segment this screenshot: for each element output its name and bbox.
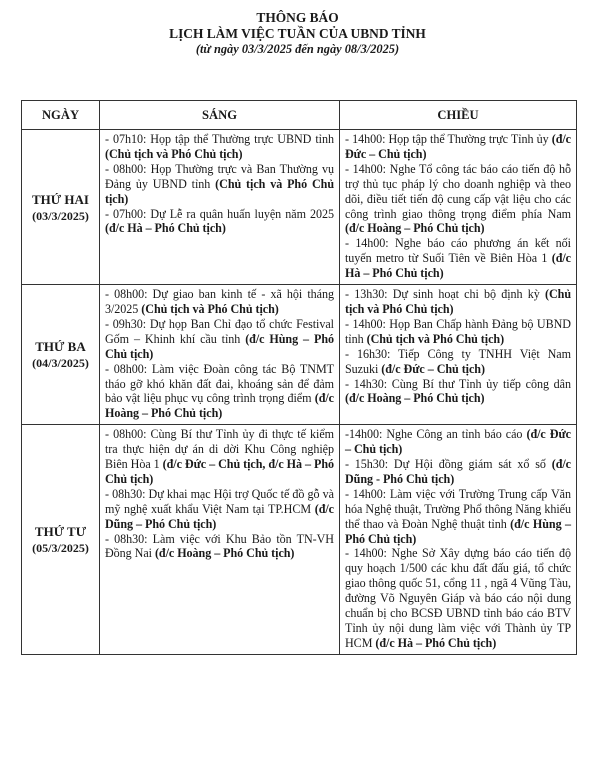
table-row — [22, 130, 577, 285]
morning-cell — [100, 425, 340, 655]
entry-text: - 14h00: Họp tập thể Thường trực Tỉnh ủy — [345, 132, 552, 146]
schedule-entry — [345, 377, 571, 407]
date-range: (từ ngày 03/3/2025 đến ngày 08/3/2025) — [195, 42, 400, 56]
table-header-row — [22, 101, 577, 130]
column-header-afternoon: CHIỀU — [340, 101, 577, 130]
afternoon-cell — [340, 130, 577, 285]
schedule-entry — [345, 457, 571, 487]
schedule-entry — [105, 487, 334, 532]
table-row — [22, 285, 577, 425]
entry-attendee: (đ/c Đức – Chủ tịch) — [381, 361, 485, 376]
schedule-entry — [345, 132, 571, 162]
entry-attendee: (đ/c Hà – Phó Chủ tịch) — [345, 251, 571, 281]
entry-attendee: (Chủ tịch và Phó Chủ tịch) — [345, 287, 571, 316]
document-title: THÔNG BÁO — [256, 10, 339, 25]
entry-attendee: (đ/c Hoàng – Phó Chủ tịch) — [105, 391, 334, 421]
morning-cell — [100, 285, 340, 425]
entry-attendee: (đ/c Hùng – Phó Chủ tịch) — [345, 516, 571, 546]
entry-attendee: (Chủ tịch và Phó Chủ tịch) — [366, 331, 505, 346]
entry-text: - 14h00: Làm việc với Trường Trung cấp Văn hóa Nghệ thuật, Trường Phổ thông Năng khiếu thể thao và Đoàn Nghệ thuật tỉnh — [345, 486, 571, 531]
entry-text: - 14h00: Nghe báo cáo phương án kết nối tuyến metro từ Suối Tiên về Biên Hòa 1 — [345, 236, 571, 266]
day-date: (04/3/2025) — [32, 356, 89, 371]
day-name: THỨ TƯ — [34, 524, 87, 540]
day-cell — [22, 285, 100, 425]
schedule-entry — [345, 427, 571, 457]
schedule-entry — [345, 317, 571, 347]
day-date: (05/3/2025) — [32, 541, 89, 556]
entry-attendee: (đ/c Dũng – Phó Chủ tịch) — [105, 501, 334, 531]
document-header — [0, 10, 595, 57]
schedule-entry — [105, 317, 334, 362]
entry-text: - 14h00: Họp Ban Chấp hành Đảng bộ UBND tỉnh — [345, 316, 571, 346]
column-header-day: NGÀY — [22, 101, 100, 130]
schedule-entry — [105, 132, 334, 162]
entry-text: - 08h00: Cùng Bí thư Tỉnh ủy đi thực tế kiểm tra thực hiện dự án di dời Khu Công nghiệp Biên Hòa 1 — [105, 427, 334, 472]
entry-attendee: (đ/c Hoàng – Phó Chủ tịch) — [345, 391, 485, 406]
schedule-entry — [105, 287, 334, 317]
day-name: THỨ HAI — [32, 191, 89, 207]
entry-text: - 13h30: Dự sinh hoạt chi bộ định kỳ — [345, 287, 545, 302]
entry-text: - 09h30: Dự họp Ban Chỉ đạo tổ chức Festival Gốm – Khinh khí cầu tỉnh — [105, 316, 334, 346]
table-row — [22, 425, 577, 655]
entry-text: - 16h30: Tiếp Công ty TNHH Việt Nam Suzuki — [345, 346, 571, 376]
morning-cell — [100, 130, 340, 285]
entry-attendee: (Chủ tịch và Phó Chủ tịch) — [105, 146, 243, 161]
schedule-entry — [345, 236, 571, 281]
schedule-entry — [105, 207, 334, 237]
entry-attendee: (đ/c Hùng – Phó Chủ tịch) — [105, 331, 334, 361]
schedule-entry — [105, 362, 334, 422]
day-name: THỨ BA — [35, 339, 86, 355]
schedule-entry — [105, 427, 334, 487]
day-date: (03/3/2025) — [32, 208, 89, 223]
entry-attendee: (đ/c Đức – Chủ tịch, đ/c Hà – Phó Chủ tịch) — [105, 457, 335, 486]
entry-text: - 08h30: Làm việc với Khu Bảo tồn TN-VH Đồng Nai — [105, 531, 334, 561]
document-subtitle: LỊCH LÀM VIỆC TUẦN CỦA UBND TỈNH — [169, 26, 426, 41]
entry-text: -14h00: Nghe Công an tỉnh báo cáo — [345, 427, 527, 442]
entry-text: - 14h00: Nghe Sở Xây dựng báo cáo tiến độ quy hoạch 1/500 các khu đất đấu giá, tổ chức giao thông quốc 51, cổng 11 , ngã 4 Vũng Tàu, đường Võ Nguyên Giáp và báo cáo nội dung chuẩn bị cho BCSĐ UBND tỉnh báo cáo BTV Tỉnh ủy nội dung làm việc với Thành ủy TP HCM — [345, 546, 571, 650]
entry-attendee: (đ/c Đức – Chủ tịch) — [345, 132, 571, 161]
entry-text: - 08h00: Làm việc Đoàn công tác Bộ TNMT tháo gỡ khó khăn đất đai, khoáng sản để đảm bảo vật liệu phục vụ công trình trọng điểm — [105, 361, 334, 406]
afternoon-cell — [340, 285, 577, 425]
entry-attendee: (đ/c Đức – Chủ tịch) — [345, 427, 572, 457]
schedule-entry — [105, 532, 334, 562]
entry-attendee: (đ/c Hoàng – Phó Chủ tịch) — [345, 221, 485, 236]
day-cell — [22, 130, 100, 285]
entry-text: - 15h30: Dự Hội đồng giám sát xổ số — [345, 457, 552, 472]
entry-text: - 07h10: Họp tập thể Thường trực UBND tỉnh — [105, 132, 334, 146]
schedule-entry — [345, 546, 571, 650]
schedule-entry — [345, 347, 571, 377]
entry-text: - 07h00: Dự Lễ ra quân huấn luyện năm 2025 — [105, 206, 334, 221]
schedule-entry — [345, 287, 571, 317]
column-header-morning: SÁNG — [100, 101, 340, 130]
entry-attendee: (đ/c Hà – Phó Chủ tịch) — [375, 635, 497, 650]
entry-text: - 14h00: Nghe Tổ công tác báo cáo tiến độ hỗ trợ thủ tục pháp lý cho doanh nghiệp và theo dõi, điều tiết tiến độ cung cấp vật liệu cho các công trình giao thông trọng điểm phía Nam — [345, 161, 571, 221]
entry-text: - 08h00: Họp Thường trực và Ban Thường vụ Đảng ủy UBND tỉnh — [105, 161, 334, 191]
entry-attendee: (đ/c Hoàng – Phó Chủ tịch) — [154, 546, 295, 561]
entry-text: - 08h30: Dự khai mạc Hội trợ Quốc tế đồ gỗ và mỹ nghệ xuất khẩu Việt Nam tại TP.HCM — [105, 486, 334, 516]
schedule-table — [21, 100, 577, 655]
schedule-entry — [105, 162, 334, 207]
schedule-body — [22, 130, 577, 655]
schedule-entry — [345, 162, 571, 237]
day-cell — [22, 425, 100, 655]
afternoon-cell — [340, 425, 577, 655]
entry-attendee: (Chủ tịch và Phó Chủ tịch) — [141, 301, 279, 316]
entry-attendee: (Chủ tịch và Phó Chủ tịch) — [105, 176, 334, 206]
schedule-entry — [345, 487, 571, 547]
entry-text: - 08h00: Dự giao ban kinh tế - xã hội tháng 3/2025 — [105, 287, 334, 316]
entry-text: - 14h30: Cùng Bí thư Tỉnh ủy tiếp công dân — [345, 376, 571, 391]
entry-attendee: (đ/c Hà – Phó Chủ tịch) — [105, 221, 226, 236]
entry-attendee: (đ/c Dũng - Phó Chủ tịch) — [345, 457, 571, 486]
